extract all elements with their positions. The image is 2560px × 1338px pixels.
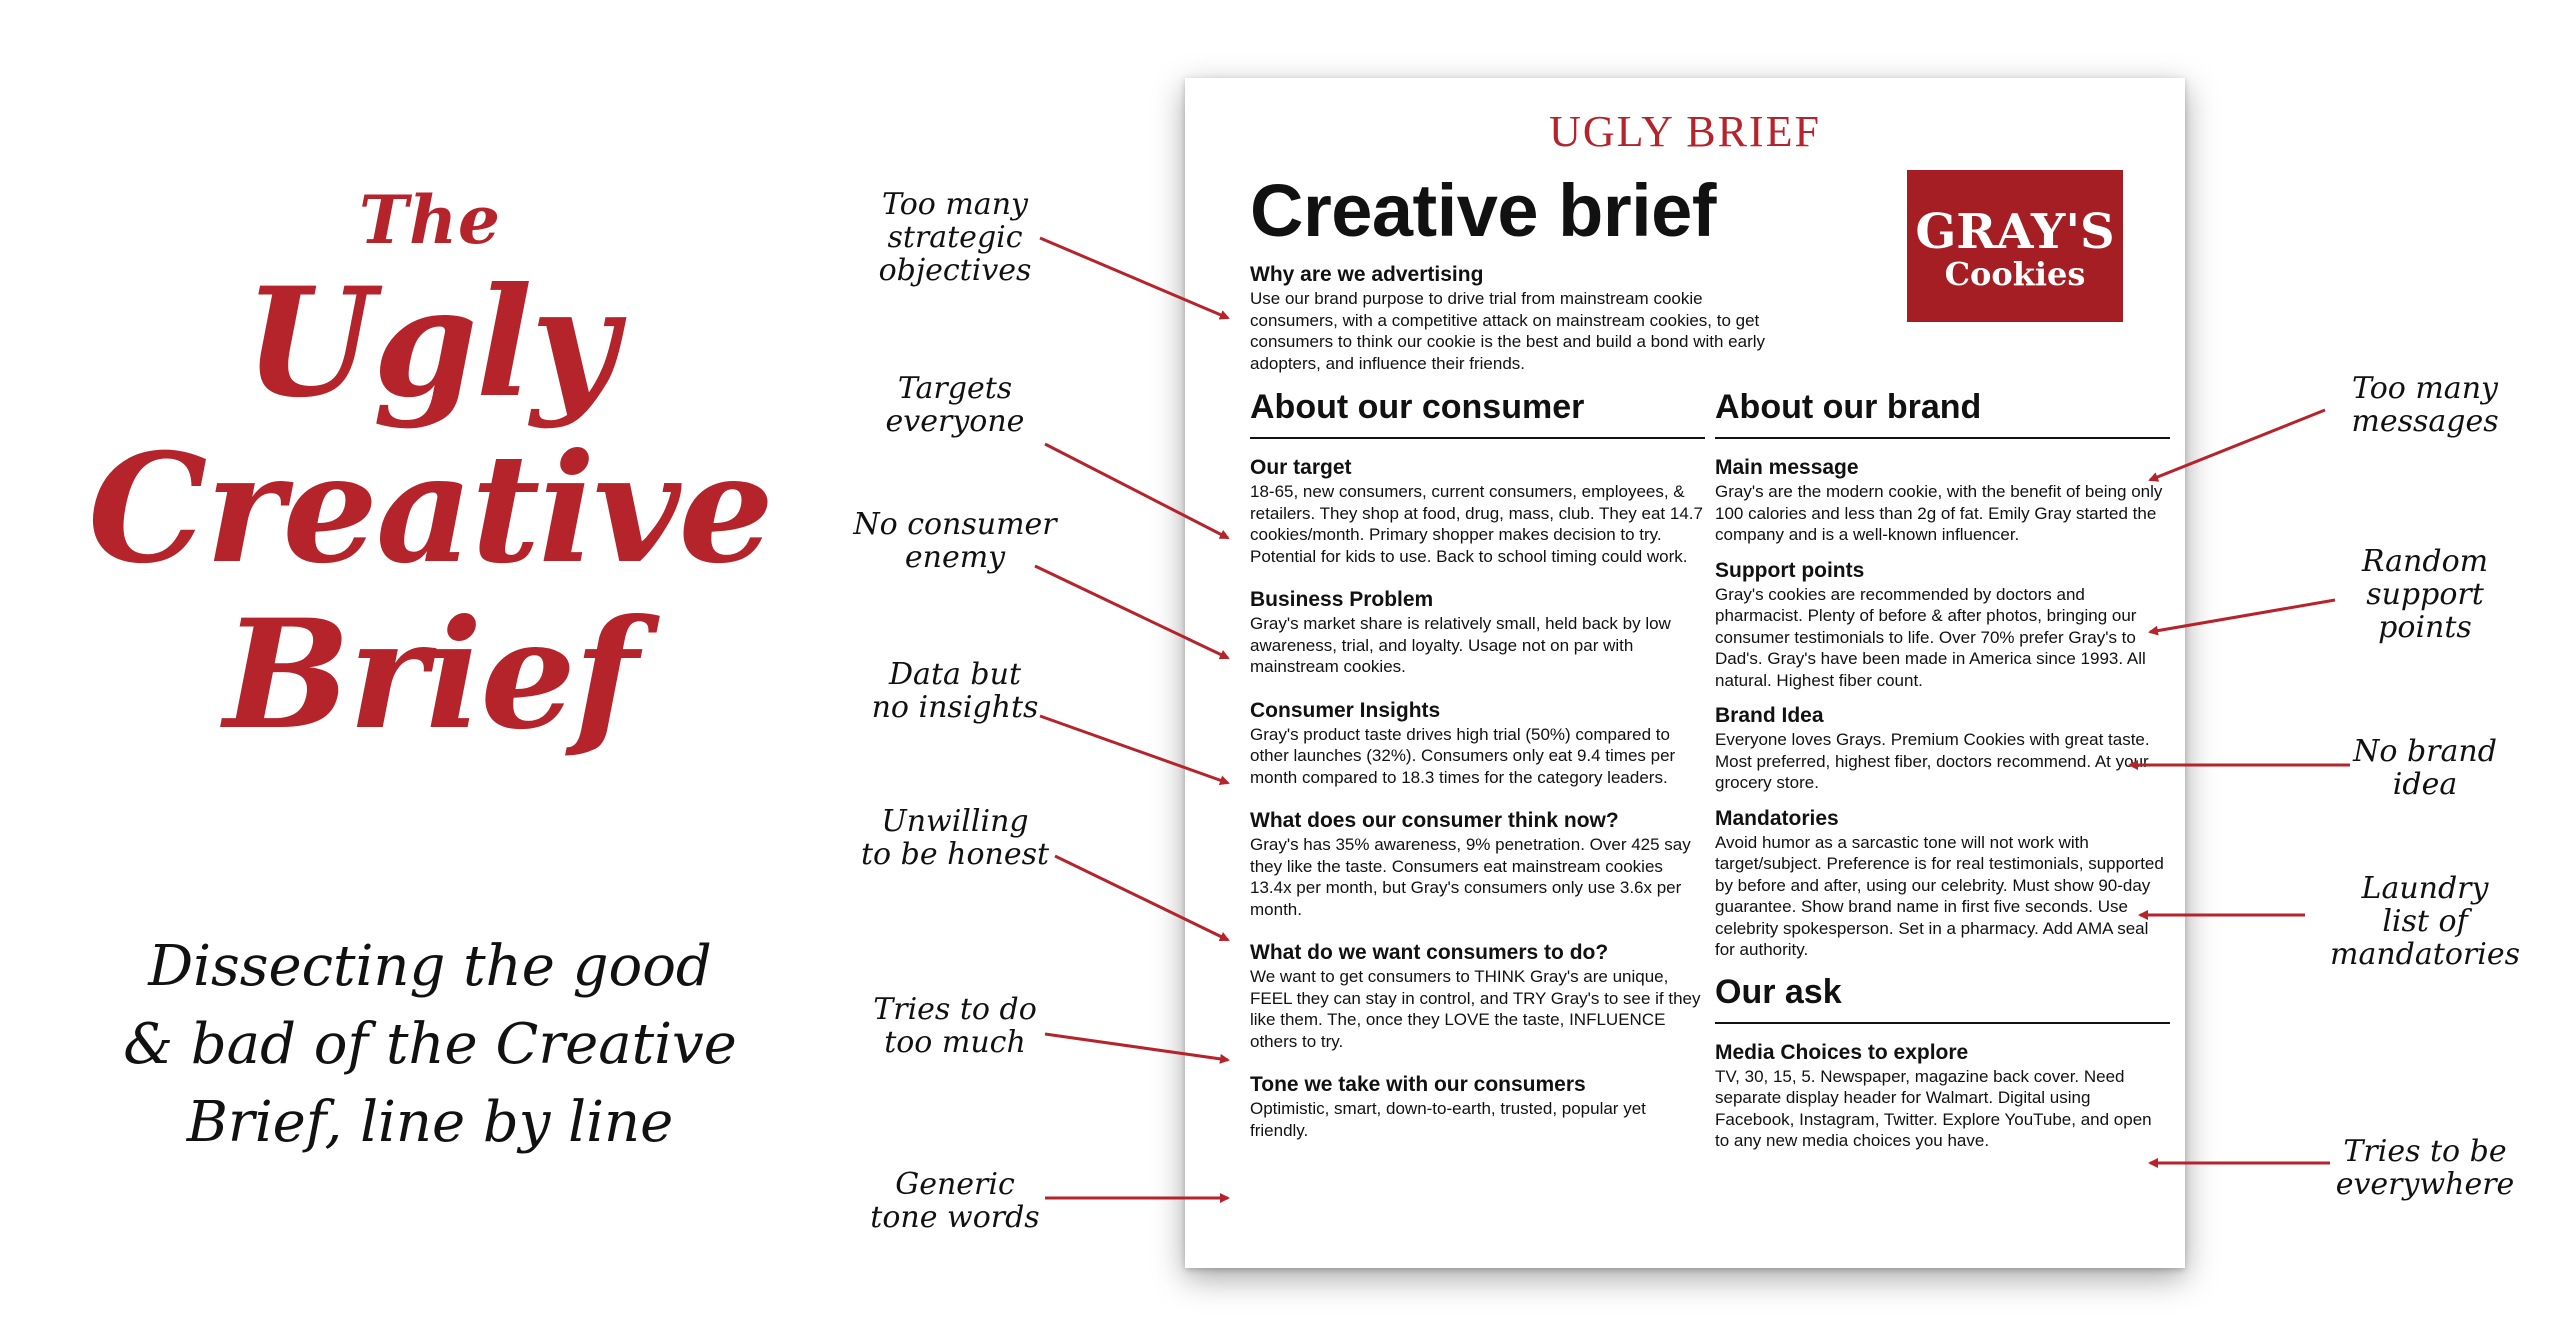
annotation [835, 805, 1075, 871]
doc-header: UGLY BRIEF [1549, 107, 1821, 156]
title-line-creative: Creative [88, 421, 772, 597]
section-title: Brand Idea [1715, 704, 1824, 727]
consumer-section [1250, 455, 1705, 567]
annotation-line: strategic [887, 220, 1023, 255]
annotation-line: No consumer [853, 507, 1057, 542]
subtitle-line: Dissecting the good [148, 934, 712, 999]
annotation [835, 658, 1075, 724]
annotation [835, 508, 1075, 574]
consumer-section [1250, 698, 1705, 789]
ask-section [1715, 1040, 2170, 1152]
section-body: 18-65, new consumers, current consumers, employees, & retailers. They shop at food, drug, mass, club. They eat 14.7 cookies/month. Primary shopper makes decision to try. Potential for kids to use. Back to school timing could work. [1250, 482, 1703, 566]
annotation-line: messages [2351, 404, 2499, 439]
annotation-line: too much [884, 1025, 1026, 1060]
annotation-line: No brand [2353, 734, 2497, 769]
section-body: Everyone loves Grays. Premium Cookies with great taste. Most preferred, highest fiber, doctors recommend. At your grocery store. [1715, 730, 2150, 792]
annotation [835, 372, 1075, 438]
annotation-line: Data but [889, 657, 1021, 692]
grays-cookies-logo [1907, 170, 2123, 322]
annotation-line: support [2366, 577, 2484, 612]
subtitle-line: Brief, line by line [186, 1090, 674, 1155]
section-title: What does our consumer think now? [1250, 809, 1619, 832]
annotation [2305, 1135, 2545, 1201]
section-body: Gray's market share is relatively small, held back by low awareness, trial, and loyalty. Usage not on par with mainstream cookies. [1250, 614, 1671, 676]
section-title: Why are we advertising [1250, 263, 1484, 286]
annotation-line: Tries to do [873, 992, 1037, 1027]
annotation-line: Laundry [2361, 871, 2489, 906]
column-heading: About our consumer [1250, 388, 1705, 439]
section-title: Our target [1250, 456, 1352, 479]
brand-section [1715, 703, 2170, 794]
doc-title: Creative brief [1250, 169, 1716, 252]
section-body: Avoid humor as a sarcastic tone will not work with target/subject. Preference is for real testimonials, supported by before and after, using our celebrity. Must show 90-day guarantee. Show brand name in first five seconds. Use celebrity spokesperson. Set in a pharmacy. Add AMA seal for authority. [1715, 832, 2164, 959]
page-title [60, 180, 800, 763]
column-heading: About our brand [1715, 388, 2170, 439]
title-the: The [358, 181, 502, 259]
annotation [835, 993, 1075, 1059]
annotation-line: to be honest [860, 837, 1050, 872]
title-line-ugly: Ugly [244, 255, 616, 431]
title-line-brief: Brief [223, 587, 637, 763]
why-advertising-section [1250, 262, 1770, 374]
subtitle-line: & bad of the Creative [123, 1012, 737, 1077]
creative-brief-document [1185, 78, 2185, 1268]
annotation-line: tone words [870, 1200, 1040, 1235]
annotation [835, 188, 1075, 287]
annotation-line: idea [2392, 767, 2458, 802]
logo-main-text: GRAY'S [1915, 204, 2115, 260]
consumer-section [1250, 587, 1705, 678]
section-body: We want to get consumers to THINK Gray's are unique, FEEL they can stay in control, and TRY Gray's to see if they like them. The, once they LOVE the taste, INFLUENCE others to try. [1250, 967, 1701, 1051]
consumer-section [1250, 940, 1705, 1052]
section-title: Media Choices to explore [1715, 1040, 1969, 1064]
annotation-line: everyone [885, 404, 1025, 439]
section-body: Gray's are the modern cookie, with the benefit of being only 100 calories and less than 2g of fat. Emily Gray started the company and is a well-known influencer. [1715, 482, 2163, 544]
annotation-line: Targets [897, 371, 1013, 406]
annotation-line: Random [2361, 544, 2489, 579]
brand-section [1715, 558, 2170, 692]
brand-section [1715, 455, 2170, 546]
annotation-line: points [2378, 610, 2472, 645]
consumer-column [1250, 388, 1705, 1161]
annotation-line: list of [2382, 904, 2468, 939]
section-title: Mandatories [1715, 806, 1839, 830]
section-body: Optimistic, smart, down-to-earth, trusted, popular yet friendly. [1250, 1099, 1646, 1140]
consumer-section [1250, 1072, 1705, 1141]
consumer-section [1250, 808, 1705, 920]
brand-section [1715, 806, 2170, 961]
section-title: What do we want consumers to do? [1250, 941, 1609, 964]
section-body: Use our brand purpose to drive trial from mainstream cookie consumers, with a competitive attack on mainstream cookies, to get consumers to think our cookie is the best and build a bond with early adopters, and influence their friends. [1250, 289, 1766, 373]
annotation-line: Generic [895, 1167, 1015, 1202]
section-body: Gray's has 35% awareness, 9% penetration. Over 425 say they like the taste. Consumers eat mainstream cookies 13.4x per month, but Gray's consumers only use 3.6x per month. [1250, 835, 1691, 919]
annotation-line: Tries to be [2343, 1134, 2507, 1169]
annotation-line: everywhere [2335, 1167, 2515, 1202]
section-title: Main message [1715, 456, 1859, 479]
subtitle [100, 928, 760, 1162]
brand-column [1715, 388, 2170, 1164]
annotation-line: no insights [871, 690, 1039, 725]
column-heading: Our ask [1715, 973, 2170, 1024]
section-body: Gray's product taste drives high trial (50%) compared to other launches (32%). Consumers only eat 9.4 times per month compared to 18.3 times for the category leaders. [1250, 724, 1676, 787]
annotation-line: Unwilling [881, 804, 1029, 839]
section-title: Tone we take with our consumers [1250, 1073, 1586, 1096]
section-title: Business Problem [1250, 588, 1434, 611]
annotation-line: Too many [2352, 371, 2498, 406]
annotation [2305, 372, 2545, 438]
annotation [2305, 545, 2545, 644]
annotation [835, 1168, 1075, 1234]
section-title: Support points [1715, 558, 1865, 582]
annotation-line: mandatories [2330, 937, 2520, 972]
annotation-line: enemy [904, 540, 1006, 575]
logo-sub-text: Cookies [1944, 255, 2086, 293]
annotation [2305, 735, 2545, 801]
annotation-line: objectives [878, 253, 1032, 288]
section-body: TV, 30, 15, 5. Newspaper, magazine back cover. Need separate display header for Walmart. Digital using Facebook, Instagram, Twitter. Explore YouTube, and open to any new media choices you have. [1715, 1066, 2152, 1150]
annotation-line: Too many [882, 187, 1028, 222]
annotation [2305, 872, 2545, 971]
section-title: Consumer Insights [1250, 698, 1441, 722]
section-body: Gray's cookies are recommended by doctors and pharmacist. Plenty of before & after photos, bringing our consumer testimonials to life. Over 70% prefer Gray's to Dad's. Gray's have been made in America since 1993. All natural. Highest fiber count. [1715, 584, 2146, 690]
